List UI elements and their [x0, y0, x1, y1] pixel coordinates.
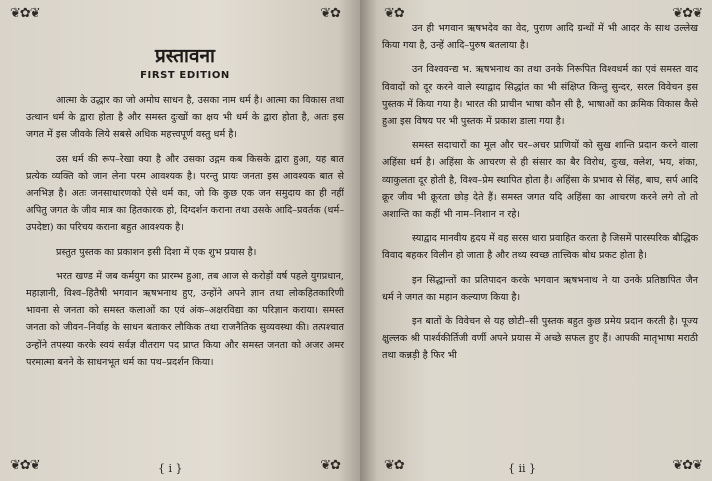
- paragraph: उन विश्ववन्द्य भ. ऋषभनाथ का तथा उनके निरूपित विश्वधर्म का एवं समस्त वाद विवादों को दूर करने वाले स्याद्वाद सिद्धांत का भी संक्षिप्त किन्तु सुन्दर, सरल विवेचन इस पुस्तक में किया गया है। भारत की प्राचीन भाषा कौन सी है, भाषाओं का क्रमिक विकास कैसे हुआ इस विषय पर भी पुस्तक में प्रकाश डाला गया है।: [382, 64, 698, 128]
- paragraph: उस धर्म की रूप–रेखा क्या है और उसका उद्गम कब किसके द्वारा हुआ, यह बात प्रत्येक व्यक्ति को जान लेना परम आवश्यक है। परन्तु प्रायः जनता इस आवश्यक बात से अनभिज्ञ है। अतः जनसाधारणको ऐसे धर्म का, जो कि कुछ एक जन समुदाय का ही नहीं अपितु जगत के जीव मात्र का हितकारक हो, दिग्दर्शन कराना तथा उसके आदि–प्रवर्तक (धर्म–उपदेष्टा) का परिचय कराना बहुत आवश्यक है।: [26, 153, 344, 234]
- corner-ornament-icon: ❦✿: [384, 6, 404, 21]
- page-number: { i }: [158, 462, 183, 475]
- page-number: { ii }: [508, 462, 537, 475]
- paragraph: इन बातों के विवेचन से यह छोटी–सी पुस्तक बहुत कुछ प्रमेय प्रदान करती है। पूज्य क्षुल्लक श्री पार्श्वकीर्तिजी वर्णी अपने प्रयास में अच्छे सफल हुए हैं। आपकी मातृभाषा मराठी तथा कन्नड़ी है फिर भी: [382, 316, 698, 362]
- edition-subtitle: FIRST EDITION: [140, 70, 230, 81]
- corner-ornament-icon: ❦✿: [320, 458, 340, 473]
- paragraph: भरत खण्ड में जब कर्मयुग का प्रारम्भ हुआ, तब आज से करोड़ों वर्ष पहले युगप्रधान, महाज्ञानी, विश्व–हितैषी भगवान ऋषभनाथ हुए, उन्होंने अपने ज्ञान तथा लोकहितकारिणी भावना से जनता को समस्त कलाओं का एवं अंक–अक्षरविद्या का परिज्ञान कराया। समस्त जनता को जीवन–निर्वाह के साधन बताकर लौकिक तथा राजनैतिक सुव्यवस्था की। तत्पश्चात उन्होंने तपस्या करके स्वयं सर्वज्ञ वीतराग पद प्राप्त किया और समस्त जनता को अजर अमर परमात्मा बनने के साधनभूत धर्म का पथ–प्रदर्शन किया।: [26, 270, 344, 368]
- left-page-text: [26, 44, 344, 378]
- corner-ornament-icon: ❦✿: [384, 458, 404, 473]
- paragraph: स्याद्वाद मानवीय हृदय में वह सरस धारा प्रवाहित करता है जिसमें पारस्परिक बौद्धिक विवाद बहकर विलीन हो जाता है और तथ्य स्वच्छ तात्त्विक बोध प्रकट होता है।: [382, 233, 698, 262]
- right-page-text: [382, 20, 698, 372]
- corner-ornament-icon: ❦✿❦: [672, 6, 702, 21]
- paragraph: प्रस्तुत पुस्तक का प्रकाशन इसी दिशा में एक शुभ प्रयास है।: [56, 246, 257, 258]
- corner-ornament-icon: ❦✿: [320, 6, 340, 21]
- paragraph: इन सिद्धान्तों का प्रतिपादन करके भगवान ऋषभनाथ ने या उनके प्रतिष्ठापित जैन धर्म ने जगत का महान कल्याण किया है।: [382, 274, 698, 303]
- right-page: [360, 0, 712, 481]
- page-title: प्रस्तावना: [155, 45, 215, 67]
- corner-ornament-icon: ❦✿❦: [10, 6, 40, 21]
- paragraph: उन ही भगवान ऋषभदेव का वेद, पुराण आदि ग्रन्थों में भी आदर के साथ उल्लेख किया गया है, उन्हें आदि–पुरुष बतलाया है।: [382, 23, 698, 52]
- corner-ornament-icon: ❦✿❦: [672, 458, 702, 473]
- paragraph: समस्त सदाचारों का मूल और चर–अचर प्राणियों को सुख शान्ति प्रदान करने वाला अहिंसा धर्म है। अहिंसा के आचरण से ही संसार का बैर विरोध, दुःख, क्लेश, भय, शंका, व्याकुलता दूर होती है, विश्व–प्रेम स्थापित होता है। अहिंसा के प्रभाव से सिंह, बाघ, सर्प आदि क्रूर जीव भी क्रूरता छोड़ देते हैं। समस्त जगत यदि अहिंसा का आचरण करने लगे तो तो अशान्ति का कहीं भी नाम–निशान न रहे।: [382, 140, 698, 221]
- corner-ornament-icon: ❦✿❦: [10, 458, 40, 473]
- paragraph: आत्मा के उद्धार का जो अमोघ साधन है, उसका नाम धर्म है। आत्मा का विकास तथा उत्थान धर्म के द्वारा होता है और समस्त दुःखों का क्षय भी धर्म के द्वारा होता है, अतः इस जगत में इस जीवके लिये सबसे अधिक महत्त्वपूर्ण वस्तु धर्म है।: [26, 95, 344, 141]
